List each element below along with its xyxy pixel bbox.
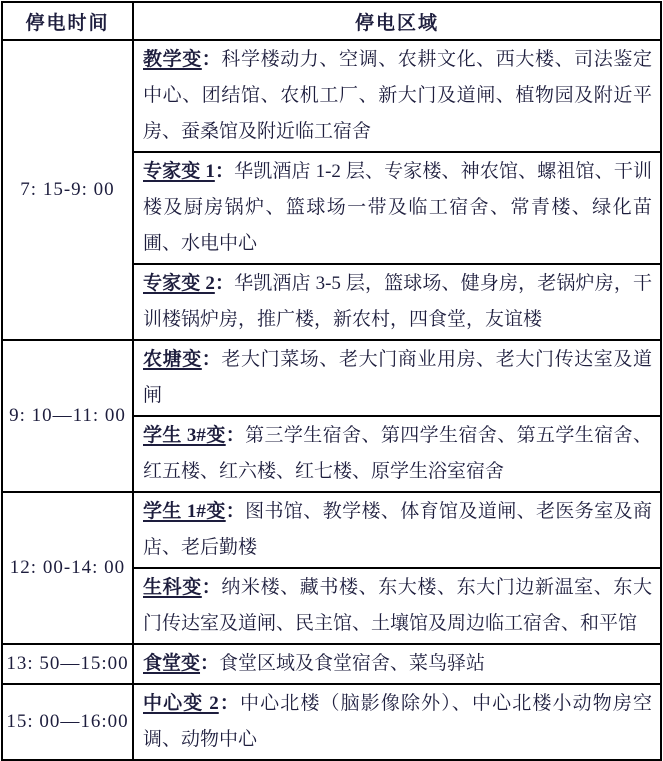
outage-area-text: 图书馆、教学楼、体育馆及道闸、老医务室及商店、老后勤楼: [143, 501, 652, 558]
substation-label: 生科变: [143, 577, 202, 598]
label-colon: ：: [214, 273, 235, 294]
table-body: [2, 40, 661, 760]
outage-area-cell: [133, 40, 661, 152]
table-row: [2, 492, 661, 568]
label-colon: ：: [201, 577, 222, 598]
label-colon: ：: [200, 653, 220, 674]
table-row: [2, 40, 661, 152]
outage-area-cell: [133, 568, 661, 644]
outage-time-cell: 12: 00-14: 00: [2, 492, 133, 644]
outage-area-cell: [133, 264, 661, 340]
header-outage-area: 停电区域: [133, 2, 661, 40]
outage-time-cell: 13: 50—15:00: [2, 644, 133, 684]
substation-label: 专家变 1: [143, 161, 215, 182]
table-row: [2, 340, 661, 416]
outage-area-text: 中心北楼（脑影像除外）、中心北楼小动物房空调、动物中心: [143, 693, 652, 750]
outage-area-text: 第三学生宿舍、第四学生宿舍、第五学生宿舍、红五楼、红六楼、红七楼、原学生浴室宿舍: [143, 425, 652, 482]
outage-area-text: 科学楼动力、空调、农耕文化、西大楼、司法鉴定中心、团结馆、农机工厂、新大门及道闸、植物园及附近平房、蚕桑馆及附近临工宿舍: [143, 49, 652, 142]
outage-area-text: 华凯酒店 3-5 层，篮球场、健身房，老锅炉房，干训楼锅炉房，推广楼，新农村，四食堂，友谊楼: [143, 273, 652, 330]
outage-area-cell: [133, 340, 661, 416]
outage-area-text: 老大门菜场、老大门商业用房、老大门传达室及道闸: [143, 349, 652, 406]
outage-area-cell: [133, 492, 661, 568]
label-colon: ：: [214, 161, 235, 182]
header-row: [2, 2, 661, 40]
outage-area-text: 华凯酒店 1-2 层、专家楼、神农馆、螺祖馆、干训楼及厨房锅炉、篮球场一带及临工宿舍、常青楼、绿化苗圃、水电中心: [143, 161, 652, 254]
substation-label: 中心变 2: [143, 693, 219, 714]
substation-label: 教学变: [143, 49, 202, 70]
substation-label: 食堂变: [143, 653, 201, 674]
table-row: [2, 684, 661, 760]
outage-time-cell: 15: 00—16:00: [2, 684, 133, 760]
label-colon: ：: [201, 349, 222, 370]
label-colon: ：: [201, 49, 222, 70]
outage-area-cell: [133, 644, 661, 684]
power-outage-table: [1, 1, 662, 761]
outage-time-cell: 7: 15-9: 00: [2, 40, 133, 340]
substation-label: 学生 3#变: [143, 425, 226, 446]
outage-area-text: 纳米楼、藏书楼、东大楼、东大门边新温室、东大门传达室及道闸、民主馆、土壤馆及周边临工宿舍、和平馆: [143, 577, 652, 634]
header-outage-time: 停电时间: [2, 2, 133, 40]
substation-label: 农塘变: [143, 349, 202, 370]
outage-area-cell: [133, 684, 661, 760]
substation-label: 专家变 2: [143, 273, 215, 294]
label-colon: ：: [225, 425, 246, 446]
label-colon: ：: [218, 693, 240, 714]
substation-label: 学生 1#变: [143, 501, 226, 522]
outage-area-text: 食堂区域及食堂宿舍、菜鸟驿站: [219, 653, 486, 674]
outage-area-cell: [133, 152, 661, 264]
outage-area-cell: [133, 416, 661, 492]
label-colon: ：: [225, 501, 246, 522]
outage-time-cell: 9: 10—11: 00: [2, 340, 133, 492]
table-row: [2, 644, 661, 684]
